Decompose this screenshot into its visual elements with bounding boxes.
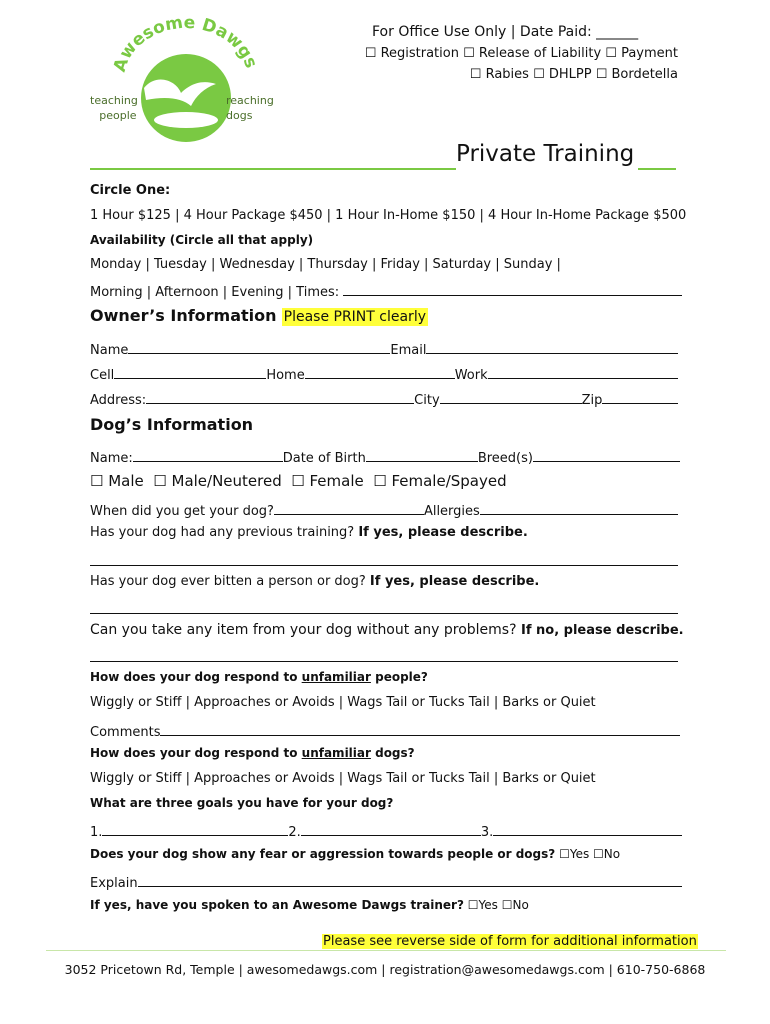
goal-1-field[interactable] (102, 821, 288, 836)
footer-contact: 3052 Pricetown Rd, Temple | awesomedawgs.com | registration@awesomedawgs.com | 610-750-6868 (64, 962, 706, 977)
title-rule-left (90, 168, 456, 170)
dog-name-label: Name: (90, 451, 133, 466)
owner-heading: Owner’s Information (90, 306, 277, 325)
dob-field[interactable] (366, 447, 478, 462)
office-use-title: For Office Use Only | Date Paid: ______ (372, 24, 639, 40)
explain-field[interactable] (138, 872, 682, 887)
goal-1-label: 1. (90, 825, 103, 840)
goal-3-label: 3. (480, 825, 494, 840)
comments-row (90, 721, 680, 740)
address-label: Address: (90, 393, 147, 408)
goals-row (90, 821, 682, 840)
training-answer-line[interactable] (90, 565, 678, 566)
work-field[interactable] (488, 364, 678, 379)
availability-days[interactable]: Monday | Tuesday | Wednesday | Thursday | Friday | Saturday | Sunday | (90, 257, 561, 272)
take-item-answer-line[interactable] (90, 661, 678, 662)
allergies-field[interactable] (480, 500, 678, 515)
zip-label: Zip (581, 393, 603, 408)
dog-sex-options[interactable]: ☐ Male ☐ Male/Neutered ☐ Female ☐ Female/Spayed (90, 472, 507, 490)
cell-label: Cell (90, 368, 115, 383)
trainer-no-checkbox[interactable]: ☐No (501, 898, 529, 912)
comments-label: Comments (90, 725, 161, 740)
title-rule-right (638, 168, 676, 170)
when-got-field[interactable] (274, 500, 424, 515)
fear-question: Does your dog show any fear or aggression towards people or dogs? (90, 847, 556, 861)
office-use-line1: ☐ Registration ☐ Release of Liability ☐ Payment (364, 46, 678, 61)
package-options[interactable]: 1 Hour $125 | 4 Hour Package $450 | 1 Hour In-Home $150 | 4 Hour In-Home Package $500 (90, 208, 687, 223)
zip-field[interactable] (602, 389, 678, 404)
circle-one-heading: Circle One: (90, 183, 171, 198)
footer-divider (46, 950, 726, 951)
take-item-question: Can you take any item from your dog without any problems? If no, please describe. (90, 622, 684, 638)
city-label: City (414, 393, 440, 408)
name-label: Name (90, 343, 129, 358)
breed-label: Breed(s) (477, 451, 533, 466)
fear-no-checkbox[interactable]: ☐No (593, 847, 621, 861)
when-got-label: When did you get your dog? (90, 504, 274, 519)
email-label: Email (390, 343, 427, 358)
owner-phone-row (90, 364, 678, 383)
dog-acquired-row (90, 500, 678, 519)
trainer-question: If yes, have you spoken to an Awesome Dawgs trainer? (90, 898, 464, 912)
dogs-response-heading: How does your dog respond to unfamiliar dogs? (90, 746, 415, 760)
bitten-question: Has your dog ever bitten a person or dog? If yes, please describe. (90, 574, 540, 589)
comments-field[interactable] (160, 721, 680, 736)
dog-name-field[interactable] (133, 447, 283, 462)
fear-question-row (90, 847, 620, 861)
availability-heading: Availability (Circle all that apply) (90, 233, 314, 247)
logo-tagline-left: teaching people (90, 94, 138, 122)
home-field[interactable] (305, 364, 455, 379)
fear-yes-checkbox[interactable]: ☐Yes (559, 847, 590, 861)
dob-label: Date of Birth (282, 451, 366, 466)
availability-times-row (90, 281, 682, 300)
dog-logo-icon (86, 18, 286, 143)
explain-row (90, 872, 682, 891)
owner-address-row (90, 389, 678, 408)
email-field[interactable] (426, 339, 678, 354)
logo-brand-text: Awesome Dawgs (109, 18, 261, 75)
owner-heading-row (90, 306, 428, 325)
goals-heading: What are three goals you have for your dog? (90, 796, 394, 810)
times-field[interactable] (343, 281, 682, 296)
work-label: Work (454, 368, 488, 383)
office-use-line2: ☐ Rabies ☐ DHLPP ☐ Bordetella (469, 67, 678, 82)
cell-field[interactable] (114, 364, 266, 379)
owner-name-field[interactable] (128, 339, 390, 354)
home-label: Home (266, 368, 305, 383)
goal-2-label: 2. (288, 825, 301, 840)
city-field[interactable] (440, 389, 582, 404)
dogs-response-options[interactable]: Wiggly or Stiff | Approaches or Avoids | Wags Tail or Tucks Tail | Barks or Quiet (90, 771, 596, 786)
logo (86, 18, 286, 143)
trainer-yes-checkbox[interactable]: ☐Yes (467, 898, 498, 912)
explain-label: Explain (90, 876, 138, 891)
goal-3-field[interactable] (493, 821, 682, 836)
logo-tagline-right: reaching dogs (226, 94, 274, 122)
form-title: Private Training (456, 141, 635, 167)
training-question: Has your dog had any previous training? If yes, please describe. (90, 525, 528, 540)
bitten-answer-line[interactable] (90, 613, 678, 614)
allergies-label: Allergies (423, 504, 480, 519)
availability-times-label[interactable]: Morning | Afternoon | Evening | Times: (90, 285, 340, 300)
print-clearly-note: Please PRINT clearly (283, 309, 426, 325)
reverse-side-note: Please see reverse side of form for additional information (323, 934, 697, 949)
trainer-question-row (90, 898, 529, 912)
people-response-options[interactable]: Wiggly or Stiff | Approaches or Avoids | Wags Tail or Tucks Tail | Barks or Quiet (90, 695, 596, 710)
dog-basic-row (90, 447, 680, 466)
owner-name-row (90, 339, 678, 358)
breed-field[interactable] (533, 447, 680, 462)
dog-heading: Dog’s Information (90, 415, 254, 434)
address-field[interactable] (146, 389, 414, 404)
goal-2-field[interactable] (301, 821, 481, 836)
people-response-heading: How does your dog respond to unfamiliar people? (90, 670, 428, 684)
